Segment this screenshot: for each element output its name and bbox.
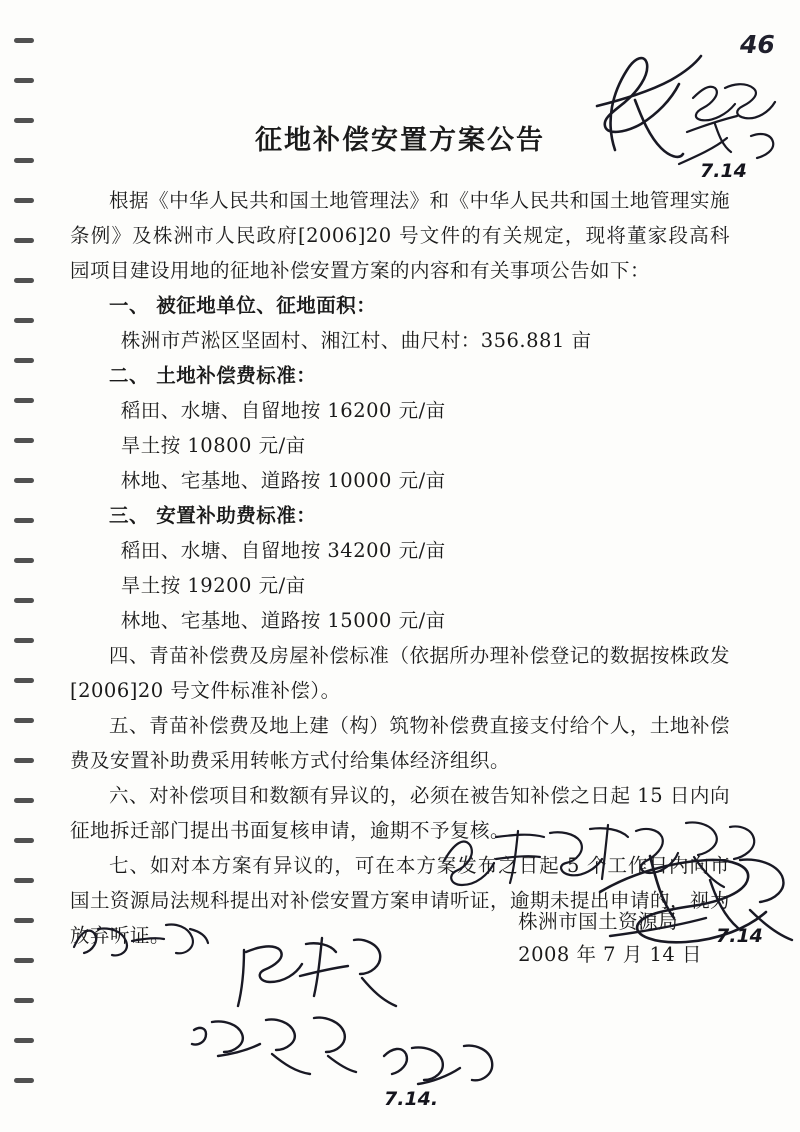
page-title: 征地补偿安置方案公告 [255, 125, 545, 156]
section-3-line-2: 旱土按 19200 元/亩 [120, 574, 306, 597]
section-1-line-1: 株洲市芦淞区坚固村、湘江村、曲尺村：356.881 亩 [120, 329, 592, 352]
section-heading-2: 二、 土地补偿费标准： [109, 364, 317, 387]
clause-6: 六、对补偿项目和数额有异议的，必须在被告知补偿之日起 15 日内向征地拆迁部门提出书面复核申请，逾期不予复核。 [70, 784, 730, 842]
binding-holes [0, 0, 42, 1132]
section-heading-1: 一、 被征地单位、征地面积： [109, 294, 377, 317]
section-3-line-1: 稻田、水塘、自留地按 34200 元/亩 [120, 539, 446, 562]
issue-date: 2008 年 7 月 14 日 [518, 943, 702, 966]
signature-block [518, 905, 702, 971]
section-2-line-2: 旱土按 10800 元/亩 [120, 434, 306, 457]
section-2-line-1: 稻田、水塘、自留地按 16200 元/亩 [120, 399, 446, 422]
handwritten-date-right: 7.14 [716, 925, 763, 947]
issuer-name: 株洲市国土资源局 [518, 910, 679, 933]
clause-7: 七、如对本方案有异议的，可在本方案发布之日起 5 个工作日内向市国土资源局法规科提出对补偿安置方案申请听证，逾期未提出申请的，视为放弃听证。 [70, 854, 731, 947]
handwritten-date-bottom: 7.14. [384, 1088, 439, 1110]
handwritten-page-number: 46 [740, 30, 775, 59]
document-body [70, 0, 730, 1132]
intro-paragraph: 根据《中华人民共和国土地管理法》和《中华人民共和国土地管理实施条例》及株洲市人民政府[2006]20 号文件的有关规定，现将董家段高科园项目建设用地的征地补偿安置方案的内容和有关事项公告如下： [70, 189, 730, 282]
section-3-line-3: 林地、宅基地、道路按 15000 元/亩 [120, 609, 446, 632]
clause-5: 五、青苗补偿费及地上建（构）筑物补偿费直接支付给个人，土地补偿费及安置补助费采用转帐方式付给集体经济组织。 [70, 714, 730, 772]
clause-4: 四、青苗补偿费及房屋补偿标准（依据所办理补偿登记的数据按株政发[2006]20 号文件标准补偿）。 [70, 644, 730, 702]
section-2-line-3: 林地、宅基地、道路按 10000 元/亩 [120, 469, 446, 492]
handwritten-date-top: 7.14 [700, 160, 747, 182]
section-heading-3: 三、 安置补助费标准： [109, 504, 317, 527]
